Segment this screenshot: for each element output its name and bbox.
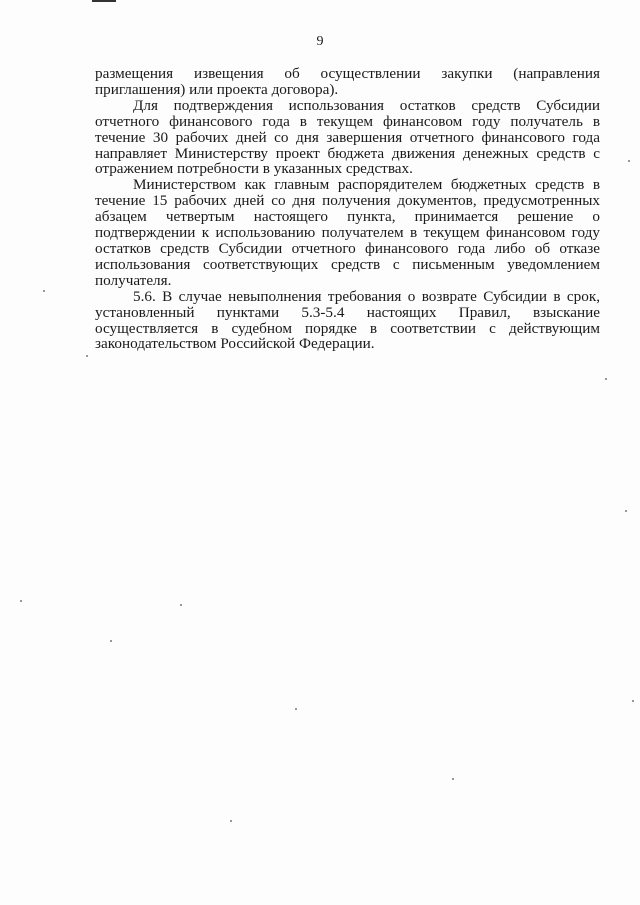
scan-speck — [20, 600, 22, 602]
scan-speck — [632, 700, 634, 702]
scan-speck — [86, 355, 88, 357]
paragraph-continuation: размещения извещения об осуществлении закупки (направления приглашения) или проекта договора). — [95, 65, 600, 98]
scan-speck — [452, 778, 454, 780]
scan-speck — [230, 820, 232, 822]
scan-speck — [625, 510, 627, 512]
paragraph-confirmation-request: Для подтверждения использования остатков средств Субсидии отчетного финансового года в текущем финансовом году получатель в течение 30 рабочих дней со дня завершения отчетного финансового года направляет Министерству проект бюджета движения денежных средств с отражением потребности в указанных средствах. — [95, 96, 600, 178]
document-body — [95, 66, 600, 352]
scan-edge-mark — [92, 0, 116, 2]
scan-speck — [605, 378, 607, 380]
scan-speck — [43, 290, 45, 292]
paragraph-ministry-decision: Министерством как главным распорядителем бюджетных средств в течение 15 рабочих дней со дня получения документов, предусмотренных абзацем четвертым настоящего пункта, принимается решение о подтверждении к использованию получателем в текущем финансовом году остатков средств Субсидии отчетного финансового года либо об отказе использования соответствующих средств с письменным уведомлением получателя. — [95, 176, 600, 289]
scan-speck — [295, 708, 297, 710]
scan-speck — [180, 604, 182, 606]
scan-speck — [628, 160, 630, 162]
scan-speck — [110, 640, 112, 642]
paragraph-5-6: 5.6. В случае невыполнения требования о возврате Субсидии в срок, установленный пунктами 5.3-5.4 настоящих Правил, взыскание осуществляется в судебном порядке в соответствии с действующим законодательством Российской Федерации. — [95, 287, 600, 353]
page-number: 9 — [316, 34, 324, 49]
